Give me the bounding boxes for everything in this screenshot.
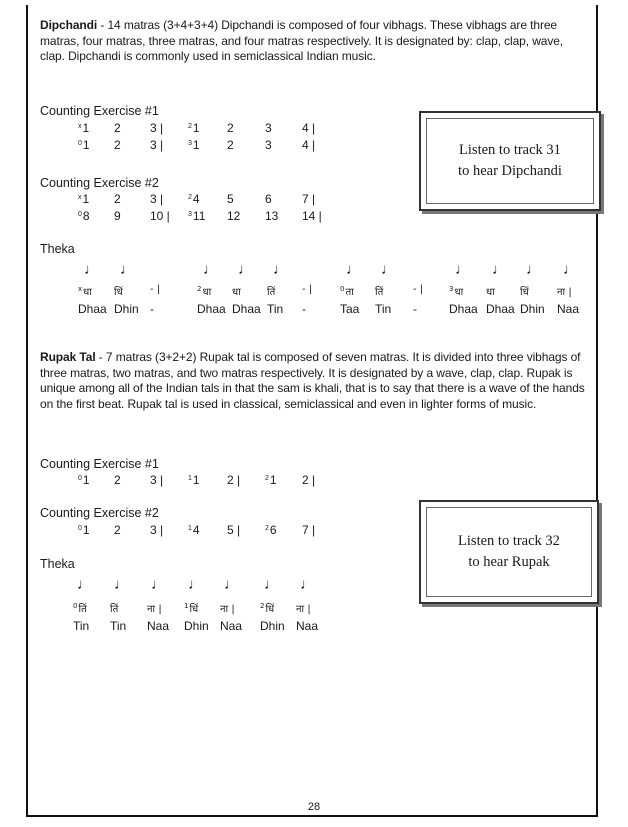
tali-marker: 0 bbox=[78, 475, 82, 482]
bol-devanagari: तिं bbox=[375, 287, 384, 298]
quarter-note-icon: ♩ bbox=[114, 576, 129, 593]
count-cell: 14 | bbox=[302, 209, 322, 223]
bol-syllable: Naa bbox=[147, 619, 170, 633]
quarter-note-icon: ♩ bbox=[224, 576, 239, 593]
bol-devanagari: $^0$ता bbox=[340, 285, 354, 298]
bol-devanagari: $^x$धा bbox=[78, 285, 92, 298]
quarter-note-icon: ♩ bbox=[188, 576, 203, 593]
quarter-note-icon: ♩ bbox=[455, 261, 470, 278]
tali-marker: 1 bbox=[188, 525, 192, 532]
tali-marker: 2 bbox=[265, 525, 269, 532]
quarter-note-icon: ♩ bbox=[120, 261, 135, 278]
count-cell: 5 | bbox=[227, 523, 241, 537]
bol-syllable: Taa bbox=[340, 302, 360, 316]
bol-devanagari: - | bbox=[150, 284, 161, 295]
quarter-note-icon: ♩ bbox=[84, 261, 99, 278]
quarter-note-icon: ♩ bbox=[563, 261, 578, 278]
bol-devanagari: ना | bbox=[296, 604, 311, 615]
tali-marker: 2 bbox=[265, 475, 269, 482]
bol-syllable: Naa bbox=[220, 619, 243, 633]
quarter-note-icon: ♩ bbox=[273, 261, 288, 278]
bol-devanagari: $^2$धा bbox=[197, 285, 212, 298]
tali-marker: 2 bbox=[188, 123, 192, 130]
quarter-note-icon: ♩ bbox=[151, 576, 166, 593]
bol-syllable: Naa bbox=[557, 302, 580, 316]
bol-devanagari: ना | bbox=[220, 604, 235, 615]
bol-syllable: - bbox=[413, 302, 417, 316]
count-cell: 2 bbox=[114, 138, 121, 152]
count-cell: 6 bbox=[265, 192, 272, 206]
tali-marker: 2 bbox=[260, 602, 265, 610]
bol-syllable: Tin bbox=[73, 619, 90, 633]
page-number: 28 bbox=[307, 801, 321, 813]
count-cell: $^1$1 bbox=[188, 473, 200, 487]
count-cell: 2 bbox=[227, 121, 234, 135]
count-cell: 3 | bbox=[150, 121, 164, 135]
rupak-ex2-label: Counting Exercise #2 bbox=[40, 506, 159, 520]
tali-marker: 0 bbox=[340, 285, 345, 293]
count-cell: $^x$1 bbox=[78, 192, 90, 206]
quarter-note-icon: ♩ bbox=[238, 261, 253, 278]
count-cell: $^2$6 bbox=[265, 523, 277, 537]
tali-marker: 0 bbox=[78, 140, 82, 147]
count-cell: $^3$1 bbox=[188, 138, 200, 152]
count-cell: $^1$4 bbox=[188, 523, 200, 537]
count-cell: $^x$1 bbox=[78, 121, 90, 135]
count-cell: $^0$1 bbox=[78, 523, 90, 537]
bol-syllable: Dhin bbox=[260, 619, 285, 633]
count-cell: 2 bbox=[114, 523, 121, 537]
quarter-note-icon: ♩ bbox=[492, 261, 507, 278]
bol-syllable: Tin bbox=[110, 619, 127, 633]
tali-marker: 3 bbox=[188, 140, 192, 147]
tali-marker: 2 bbox=[188, 194, 192, 201]
bol-syllable: Dhin bbox=[184, 619, 209, 633]
quarter-note-icon: ♩ bbox=[264, 576, 279, 593]
bol-devanagari: धिं bbox=[520, 287, 529, 298]
bol-devanagari: धा bbox=[232, 287, 241, 298]
count-cell: 3 | bbox=[150, 473, 164, 487]
bol-syllable: Dhaa bbox=[78, 302, 107, 316]
bol-syllable: Dhin bbox=[114, 302, 139, 316]
dipchandi-track-callout bbox=[419, 111, 601, 211]
count-cell: 2 bbox=[227, 138, 234, 152]
count-cell: 3 | bbox=[150, 192, 164, 206]
bol-devanagari: - | bbox=[413, 284, 424, 295]
quarter-note-icon: ♩ bbox=[203, 261, 218, 278]
bol-syllable: Dhin bbox=[520, 302, 545, 316]
rupak-theka-label: Theka bbox=[40, 557, 75, 571]
bol-devanagari: धिं bbox=[114, 287, 123, 298]
count-cell: 3 | bbox=[150, 138, 164, 152]
bol-devanagari: धा bbox=[486, 287, 495, 298]
tali-marker: 2 bbox=[197, 285, 202, 293]
count-cell: 3 bbox=[265, 121, 272, 135]
tali-marker: 3 bbox=[449, 285, 454, 293]
quarter-note-icon: ♩ bbox=[346, 261, 361, 278]
count-cell: 2 | bbox=[227, 473, 241, 487]
count-cell: 10 | bbox=[150, 209, 170, 223]
quarter-note-icon: ♩ bbox=[77, 576, 92, 593]
bol-devanagari: - | bbox=[302, 284, 313, 295]
bol-syllable: Tin bbox=[375, 302, 392, 316]
count-cell: $^2$1 bbox=[188, 121, 200, 135]
count-cell: 3 | bbox=[150, 523, 164, 537]
count-cell: 12 bbox=[227, 209, 241, 223]
bol-syllable: Dhaa bbox=[232, 302, 261, 316]
bol-syllable: Naa bbox=[296, 619, 319, 633]
bol-devanagari: $^2$धिं bbox=[260, 602, 275, 615]
count-cell: $^0$1 bbox=[78, 138, 90, 152]
tali-marker: x bbox=[78, 194, 82, 201]
tali-marker: 3 bbox=[188, 211, 192, 218]
bol-devanagari: ना | bbox=[557, 287, 572, 298]
bol-syllable: - bbox=[150, 302, 154, 316]
rupak-intro: - 7 matras (3+2+2) Rupak tal is composed of seven matras. It is divided into three vibhags of three matras, two matras, and two matras respectively. It is designated by a wave, clap, clap. Rupak is unique among all of the Indian tals in that the sam is khali, that is to say that there is a wave of the hands on the first beat. Rupak tal is used in classical, semiclassical and even in lighter forms of music. bbox=[40, 350, 585, 411]
tali-marker: 0 bbox=[78, 211, 82, 218]
tali-marker: 1 bbox=[188, 475, 192, 482]
tali-marker: 1 bbox=[184, 602, 189, 610]
tali-marker: x bbox=[78, 285, 83, 293]
bol-syllable: Dhaa bbox=[197, 302, 226, 316]
quarter-note-icon: ♩ bbox=[526, 261, 541, 278]
count-cell: $^0$8 bbox=[78, 209, 90, 223]
bol-syllable: - bbox=[302, 302, 306, 316]
dipchandi-title: Dipchandi bbox=[40, 18, 98, 32]
tali-marker: 0 bbox=[78, 525, 82, 532]
rupak-description bbox=[40, 350, 590, 412]
count-cell: 4 | bbox=[302, 121, 316, 135]
rupak-ex1-label: Counting Exercise #1 bbox=[40, 457, 159, 471]
callout-line-2: to hear Dipchandi bbox=[458, 163, 562, 179]
count-cell: 2 | bbox=[302, 473, 316, 487]
bol-devanagari: ना | bbox=[147, 604, 162, 615]
quarter-note-icon: ♩ bbox=[381, 261, 396, 278]
dipchandi-intro: - 14 matras (3+4+3+4) Dipchandi is composed of four vibhags. These vibhags are three matras, four matras, three matras, and four matras respectively. It is designated by: clap, clap, wave, clap. Dipchandi is commonly used in semiclassical Indian music. bbox=[40, 18, 564, 63]
rupak-track-callout bbox=[419, 500, 599, 604]
count-cell: 5 bbox=[227, 192, 234, 206]
count-cell: 4 | bbox=[302, 138, 316, 152]
callout-line-1: Listen to track 31 bbox=[459, 142, 561, 158]
tali-marker: x bbox=[78, 123, 82, 130]
count-cell: 13 bbox=[265, 209, 279, 223]
count-cell: 2 bbox=[114, 121, 121, 135]
dipchandi-description bbox=[40, 18, 590, 65]
count-cell: 9 bbox=[114, 209, 121, 223]
dipchandi-theka-label: Theka bbox=[40, 242, 75, 256]
count-cell: 2 bbox=[114, 473, 121, 487]
bol-devanagari: $^0$तिं bbox=[73, 602, 87, 615]
dipchandi-ex2-label: Counting Exercise #2 bbox=[40, 176, 159, 190]
count-cell: 2 bbox=[114, 192, 121, 206]
bol-devanagari: $^3$धा bbox=[449, 285, 464, 298]
bol-syllable: Tin bbox=[267, 302, 284, 316]
count-cell: 7 | bbox=[302, 192, 316, 206]
bol-devanagari: $^1$धिं bbox=[184, 602, 199, 615]
count-cell: $^2$1 bbox=[265, 473, 277, 487]
bol-syllable: Dhaa bbox=[449, 302, 478, 316]
bol-devanagari: तिं bbox=[110, 604, 119, 615]
callout-line-2: to hear Rupak bbox=[468, 554, 550, 570]
count-cell: 7 | bbox=[302, 523, 316, 537]
bol-syllable: Dhaa bbox=[486, 302, 515, 316]
dipchandi-ex1-label: Counting Exercise #1 bbox=[40, 104, 159, 118]
tali-marker: 0 bbox=[73, 602, 78, 610]
callout-line-1: Listen to track 32 bbox=[458, 533, 560, 549]
rupak-title: Rupak Tal bbox=[40, 350, 96, 364]
count-cell: $^3$11 bbox=[188, 209, 206, 223]
count-cell: 3 bbox=[265, 138, 272, 152]
quarter-note-icon: ♩ bbox=[300, 576, 315, 593]
count-cell: $^0$1 bbox=[78, 473, 90, 487]
bol-devanagari: तिं bbox=[267, 287, 276, 298]
count-cell: $^2$4 bbox=[188, 192, 200, 206]
